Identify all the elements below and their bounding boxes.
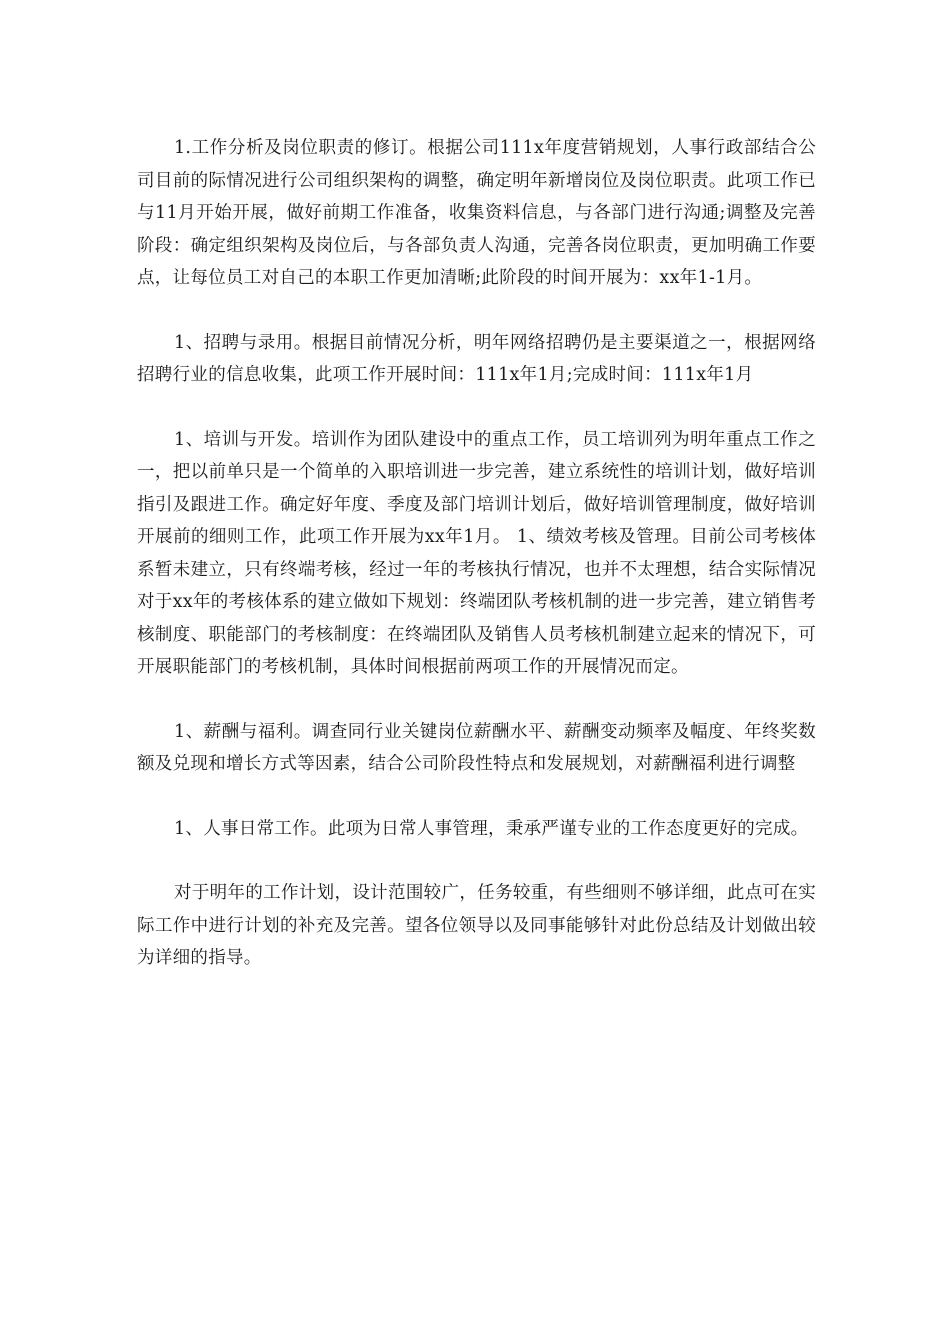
- paragraph-training-and-performance: 1、培训与开发。培训作为团队建设中的重点工作，员工培训列为明年重点工作之一，把以前单只是一个简单的入职培训进一步完善，建立系统性的培训计划，做好培训指引及跟进工作。确定好年度、季度及部门培训计划后，做好培训管理制度，做好培训开展前的细则工作，此项工作开展为xx年1月。 1、绩效考核及管理。目前公司考核体系暂未建立，只有终端考核，经过一年的考核执行情况，也并不太理想，结合实际情况对于xx年的考核体系的建立做如下规划：终端团队考核机制的进一步完善，建立销售考核制度、职能部门的考核制度：在终端团队及销售人员考核机制建立起来的情况下，可开展职能部门的考核机制，具体时间根据前两项工作的开展情况而定。: [137, 429, 816, 677]
- document-body: [137, 132, 816, 1007]
- paragraph-daily-hr-work: 1、人事日常工作。此项为日常人事管理，秉承严谨专业的工作态度更好的完成。: [174, 818, 809, 839]
- paragraph-conclusion: 对于明年的工作计划，设计范围较广，任务较重，有些细则不够详细，此点可在实际工作中进行计划的补充及完善。望各位领导以及同事能够针对此份总结及计划做出较为详细的指导。: [137, 883, 816, 968]
- paragraph-compensation: 1、薪酬与福利。调查同行业关键岗位薪酬水平、薪酬变动频率及幅度、年终奖数额及兑现和增长方式等因素，结合公司阶段性特点和发展规划，对薪酬福利进行调整: [137, 721, 816, 774]
- paragraph-job-analysis: 1.工作分析及岗位职责的修订。根据公司111x年度营销规划，人事行政部结合公司目前的际情况进行公司组织架构的调整，确定明年新增岗位及岗位职责。此项工作已与11月开始开展，做好前期工作准备，收集资料信息，与各部门进行沟通;调整及完善阶段：确定组织架构及岗位后，与各部负责人沟通，完善各岗位职责，更加明确工作要点，让每位员工对自己的本职工作更加清晰;此阶段的时间开展为：xx年1-1月。: [137, 138, 816, 288]
- paragraph-recruitment: 1、招聘与录用。根据目前情况分析，明年网络招聘仍是主要渠道之一，根据网络招聘行业的信息收集，此项工作开展时间：111x年1月;完成时间：111x年1月: [137, 332, 816, 385]
